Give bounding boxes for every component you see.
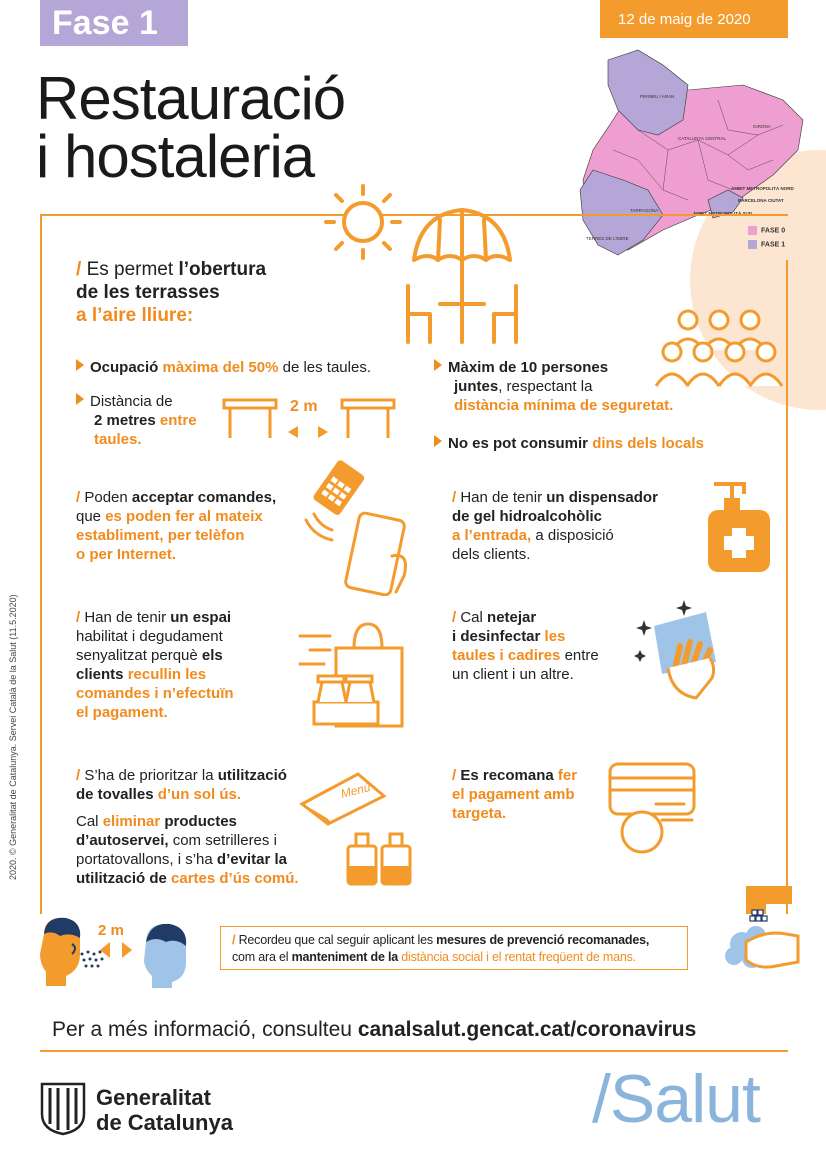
card-text-1b: fer bbox=[557, 767, 578, 784]
map-label-ebre: TERRES DE L'EBRE bbox=[586, 236, 629, 241]
footer-info bbox=[52, 1018, 696, 1042]
max-people-text-d: distància mínima de seguretat. bbox=[454, 397, 674, 414]
map-label-bcn: BARCELONA CIUTAT bbox=[738, 198, 784, 203]
terrace-umbrella-icon bbox=[400, 206, 524, 346]
space-text-4b: recullin les bbox=[127, 666, 207, 683]
legend-swatch-fase1 bbox=[748, 240, 757, 249]
map-label-central: CATALUNYA CENTRAL bbox=[678, 136, 727, 141]
map-label-metro-nord: ÀMBIT METROPOLITÀ NORD bbox=[731, 186, 794, 191]
towels-rule: / S’ha de prioritzar la utilització de tovalles d’un sol ús. Cal eliminar productes d’autoservei, com setrilleres i portatovallons, i s’ha d’evitar la utilització de cartes d’ús comú. bbox=[76, 767, 299, 887]
clean-text-1a: Cal bbox=[460, 609, 488, 626]
clean-tables-rule: / Cal netejar i desinfectar les taules i cadires entre un client i un altre. bbox=[452, 609, 599, 683]
takeaway-bag-icon bbox=[296, 610, 410, 730]
space-text-3b: els bbox=[201, 647, 223, 664]
clean-text-2b: les bbox=[544, 628, 566, 645]
bullet-triangle-icon bbox=[76, 359, 84, 371]
gencat-line-1: Generalitat bbox=[96, 1085, 211, 1110]
distance-text-b: 2 metres bbox=[94, 412, 160, 429]
card-payment-rule: / Es recomana fer el pagament amb targeta. bbox=[452, 767, 578, 822]
distance-rule bbox=[76, 392, 197, 449]
max-people-text-c: , respectant la bbox=[498, 378, 593, 395]
reminder-text-c: com ara el bbox=[232, 950, 292, 964]
distance-text-d: taules. bbox=[94, 431, 142, 448]
gel-text-2: de gel hidroalcohòlic bbox=[452, 508, 603, 525]
distance-text-c: entre bbox=[159, 412, 197, 429]
person-icon bbox=[138, 920, 192, 988]
space-text-4a: clients bbox=[76, 666, 128, 683]
towels-text-3a: Cal bbox=[76, 813, 103, 830]
reminder-text-d: manteniment de la bbox=[291, 950, 398, 964]
distance-2m-label: 2 m bbox=[290, 398, 318, 415]
bullet-triangle-icon bbox=[434, 359, 442, 371]
no-consume-text-a: No es pot consumir bbox=[448, 435, 593, 452]
space-text-5: comandes i n’efectuïn bbox=[76, 685, 234, 702]
no-consume-text-b: dins dels locals bbox=[592, 435, 704, 452]
generalitat-name bbox=[96, 1085, 233, 1135]
gel-text-3b: a disposició bbox=[531, 527, 614, 544]
towels-text-2b: d’un sol ús. bbox=[157, 786, 242, 803]
space-text-1a: Han de tenir bbox=[84, 609, 171, 626]
towels-text-4a: d’autoservei, bbox=[76, 832, 169, 849]
gel-text-1a: Han de tenir bbox=[460, 489, 547, 506]
map-label-tarragona: TARRAGONA bbox=[630, 208, 659, 213]
terraces-headline bbox=[76, 258, 266, 327]
map-label-girona: GIRONA bbox=[753, 124, 771, 129]
terraces-text-b: l’obertura bbox=[178, 259, 267, 280]
map-legend-fase0 bbox=[748, 226, 785, 235]
clean-text-1b: netejar bbox=[487, 609, 537, 626]
orders-text-2a: que bbox=[76, 508, 106, 525]
occupancy-text-a: Ocupació bbox=[90, 359, 163, 376]
towels-text-6a: utilització de bbox=[76, 870, 172, 887]
frame-left-line bbox=[40, 214, 42, 914]
reminder-text-b: mesures de prevenció recomanades, bbox=[436, 933, 650, 947]
reminder-text-a: Recordeu que cal seguir aplicant les bbox=[238, 933, 437, 947]
occupancy-rule bbox=[76, 358, 371, 377]
reminder-text: / Recordeu que cal seguir aplicant les mesures de prevenció recomanades, com ara el manteniment de la distància social i el rentat freqüent de mans. bbox=[232, 933, 650, 964]
cleaning-hand-icon bbox=[632, 598, 722, 702]
pickup-space-rule: / Han de tenir un espai habilitat i degudament senyalitzat perquè els clients recullin les comandes i n’efectuïn el pagament. bbox=[76, 609, 234, 721]
orders-rule: / Poden acceptar comandes, que es poden fer al mateix establiment, per telèfon o per Internet. bbox=[76, 489, 277, 563]
generalitat-logo bbox=[38, 1080, 88, 1136]
orders-text-1b: acceptar comandes, bbox=[131, 489, 277, 506]
page-title bbox=[36, 65, 346, 190]
phase-badge: Fase 1 bbox=[40, 0, 188, 46]
reminder-2m-label: 2 m bbox=[98, 922, 124, 939]
legend-label-fase1: FASE 1 bbox=[761, 241, 786, 249]
gel-text-3a: a l’entrada, bbox=[452, 527, 532, 544]
footer-info-text: Per a més informació, consulteu bbox=[52, 1018, 358, 1041]
gel-dispenser-icon bbox=[704, 480, 774, 576]
towels-text-5a: portatovallons, i s’ha bbox=[76, 851, 217, 868]
space-text-3a: senyalitzat perquè bbox=[76, 647, 202, 664]
card-text-2: el pagament amb bbox=[452, 786, 575, 803]
reminder-text-e: distància social i el rentat freqüent de mans. bbox=[398, 950, 636, 964]
date-badge: 12 de maig de 2020 bbox=[600, 0, 788, 38]
terraces-text-c: de les terrasses bbox=[76, 282, 220, 303]
menu-card-icon bbox=[298, 770, 388, 826]
towels-text-1b: utilització bbox=[217, 767, 287, 784]
card-text-3: targeta. bbox=[452, 805, 507, 822]
space-text-2: habilitat i degudament bbox=[76, 628, 223, 645]
footer-divider bbox=[40, 1050, 788, 1052]
max-people-text-a: Màxim de 10 persones bbox=[448, 359, 609, 376]
legend-swatch-fase0 bbox=[748, 226, 757, 235]
towels-text-3c: productes bbox=[160, 813, 237, 830]
towels-text-6b: cartes d’ús comú. bbox=[171, 870, 299, 887]
map-legend-fase1 bbox=[748, 240, 785, 249]
clean-text-4: un client i un altre. bbox=[452, 666, 574, 683]
distance-arrows-icon bbox=[98, 940, 134, 960]
clean-text-2a: i desinfectar bbox=[452, 628, 545, 645]
towels-text-5b: d’evitar la bbox=[216, 851, 287, 868]
towels-text-2a: de tovalles bbox=[76, 786, 158, 803]
footer-url-link[interactable]: canalsalut.gencat.cat/coronavirus bbox=[357, 1018, 697, 1041]
orders-text-4: o per Internet. bbox=[76, 546, 177, 563]
distance-text-a: Distància de bbox=[90, 393, 173, 410]
gel-text-4: dels clients. bbox=[452, 546, 531, 563]
phone-order-icon bbox=[300, 456, 416, 596]
space-text-6: el pagament. bbox=[76, 704, 168, 721]
space-text-1b: un espai bbox=[170, 609, 232, 626]
orders-text-2b: es poden fer al mateix bbox=[105, 508, 263, 525]
bullet-triangle-icon bbox=[434, 435, 442, 447]
map-label-pirineu: PIRINEU I ARAN bbox=[640, 94, 675, 99]
gencat-line-2: de Catalunya bbox=[96, 1110, 233, 1135]
card-hand-icon bbox=[608, 760, 702, 856]
title-line-1: Restauració bbox=[36, 65, 346, 132]
orders-text-1a: Poden bbox=[84, 489, 132, 506]
title-line-2: i hostaleria bbox=[36, 123, 315, 190]
salut-brand: /Salut bbox=[592, 1061, 760, 1137]
gel-rule: / Han de tenir un dispensador de gel hidroalcohòlic a l’entrada, a disposició dels clients. bbox=[452, 489, 658, 563]
occupancy-text-b: màxima del 50% bbox=[162, 359, 279, 376]
legend-label-fase0: FASE 0 bbox=[761, 227, 786, 235]
max-people-text-b: juntes bbox=[454, 378, 499, 395]
copyright-text: 2020. © Generalitat de Catalunya. Servei Català de la Salut (11.5.2020) bbox=[8, 594, 18, 880]
towels-text-3b: eliminar bbox=[102, 813, 161, 830]
terraces-text-a: Es permet bbox=[86, 259, 179, 280]
card-text-1a: Es recomana bbox=[460, 767, 558, 784]
bullet-triangle-icon bbox=[76, 393, 84, 405]
menu-label: Menú bbox=[339, 780, 372, 801]
towels-text-4b: com setrilleres i bbox=[168, 832, 277, 849]
orders-text-3: establiment, per telèfon bbox=[76, 527, 245, 544]
frame-right-line bbox=[786, 260, 788, 914]
condiment-bottles-icon bbox=[344, 830, 416, 888]
terraces-text-d: a l’aire lliure: bbox=[76, 305, 194, 326]
occupancy-text-c: de les taules. bbox=[278, 359, 371, 376]
slash-mark: / bbox=[76, 259, 82, 280]
sun-icon bbox=[318, 182, 408, 262]
clean-text-3a: taules i cadires bbox=[452, 647, 561, 664]
no-consume-rule bbox=[434, 434, 704, 453]
gel-text-1b: un dispensador bbox=[546, 489, 658, 506]
towels-text-1a: S’ha de prioritzar la bbox=[84, 767, 218, 784]
handwashing-icon bbox=[706, 882, 802, 974]
max-people-rule bbox=[434, 358, 673, 415]
clean-text-3b: entre bbox=[560, 647, 599, 664]
